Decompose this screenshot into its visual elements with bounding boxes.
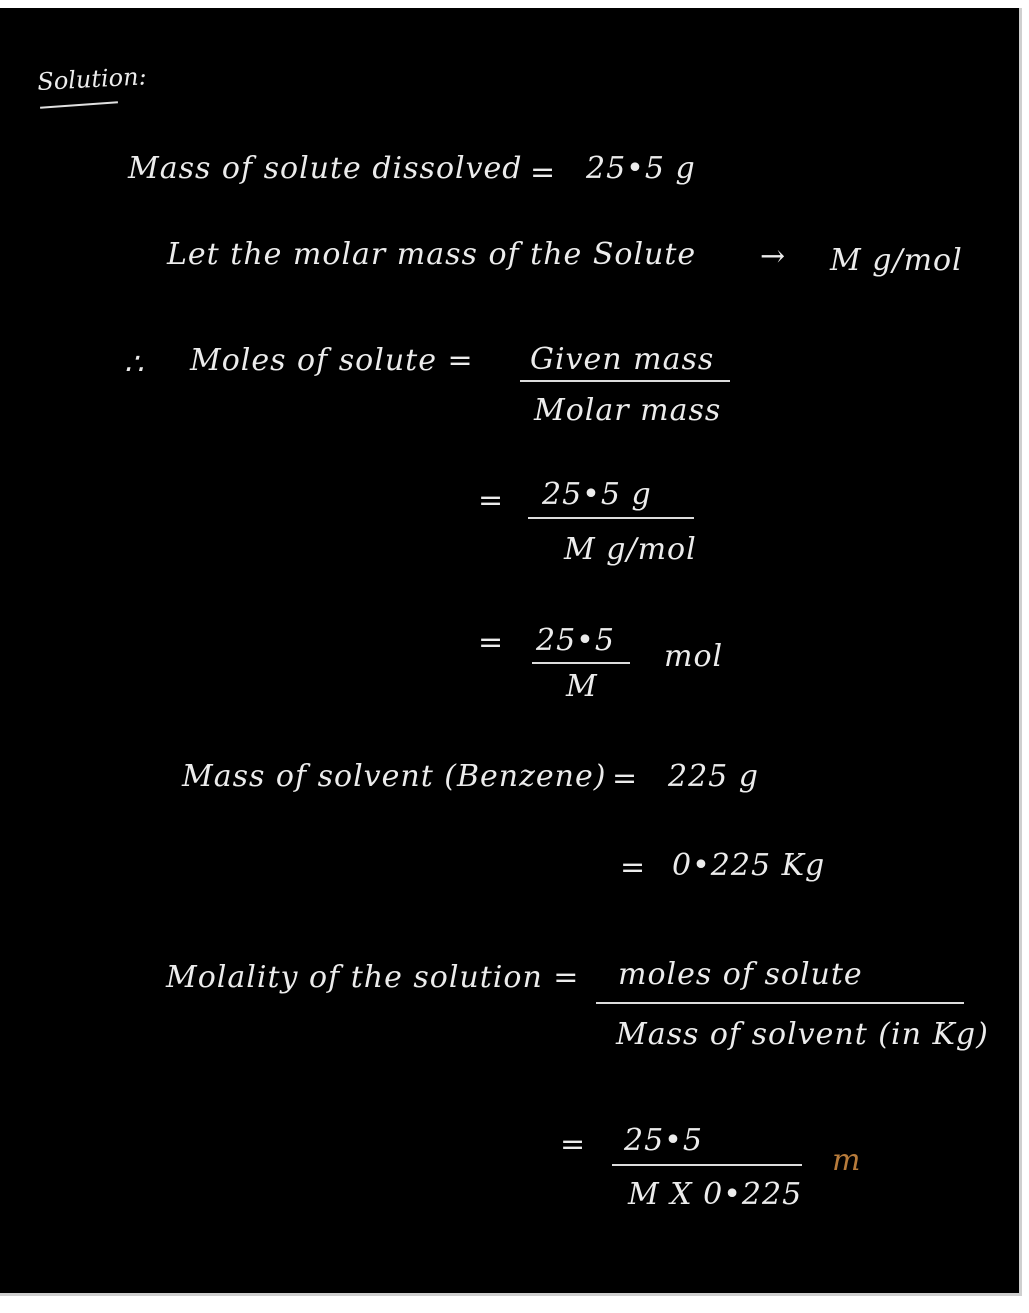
- equals-sign-6: =: [560, 1127, 587, 1162]
- mass-of-solvent-label: Mass of solvent (Benzene): [182, 759, 607, 794]
- molality-result-numerator: 25•5: [624, 1123, 703, 1158]
- molality-denominator: Mass of solvent (in Kg): [616, 1017, 989, 1052]
- equals-sign-3: =: [478, 625, 505, 660]
- fraction2-bar: [528, 517, 694, 519]
- fraction3-numerator: 25•5: [536, 623, 615, 658]
- fraction1-bar: [520, 380, 730, 382]
- solution-sheet: [0, 8, 1022, 1296]
- fraction3-unit: mol: [664, 639, 724, 674]
- mass-of-solvent-value: 225 g: [668, 759, 760, 794]
- fraction1-numerator: Given mass: [530, 342, 715, 377]
- fraction1-denominator: Molar mass: [534, 393, 722, 428]
- fraction2-numerator: 25•5 g: [542, 477, 652, 512]
- molality-result-denominator: M X 0•225: [628, 1177, 803, 1212]
- equals-sign-2: =: [478, 483, 505, 518]
- equals-sign-4: =: [612, 761, 639, 796]
- fraction2-denominator: M g/mol: [564, 532, 697, 567]
- mass-of-solute-label: Mass of solute dissolved: [128, 151, 523, 186]
- molar-mass-label: Let the molar mass of the Solute: [167, 237, 697, 272]
- molality-numerator: moles of solute: [618, 957, 863, 992]
- molality-unit: m: [832, 1143, 862, 1178]
- moles-of-solute-label: Moles of solute =: [190, 343, 474, 378]
- molality-fraction-bar: [596, 1002, 964, 1004]
- molality-label: Molality of the solution =: [166, 960, 580, 995]
- therefore-icon: ∴: [124, 347, 145, 382]
- mass-of-solute-value: 25•5 g: [586, 151, 696, 186]
- fraction3-bar: [532, 662, 630, 664]
- equals-sign: =: [530, 155, 557, 190]
- fraction3-denominator: M: [566, 669, 598, 704]
- solution-heading: Solution:: [36, 62, 148, 96]
- molality-result-bar: [612, 1164, 802, 1166]
- heading-underline: [40, 101, 118, 108]
- mass-of-solvent-kg: 0•225 Kg: [672, 848, 826, 883]
- arrow-icon: →: [760, 239, 787, 274]
- equals-sign-5: =: [620, 850, 647, 885]
- molar-mass-value: M g/mol: [830, 243, 963, 278]
